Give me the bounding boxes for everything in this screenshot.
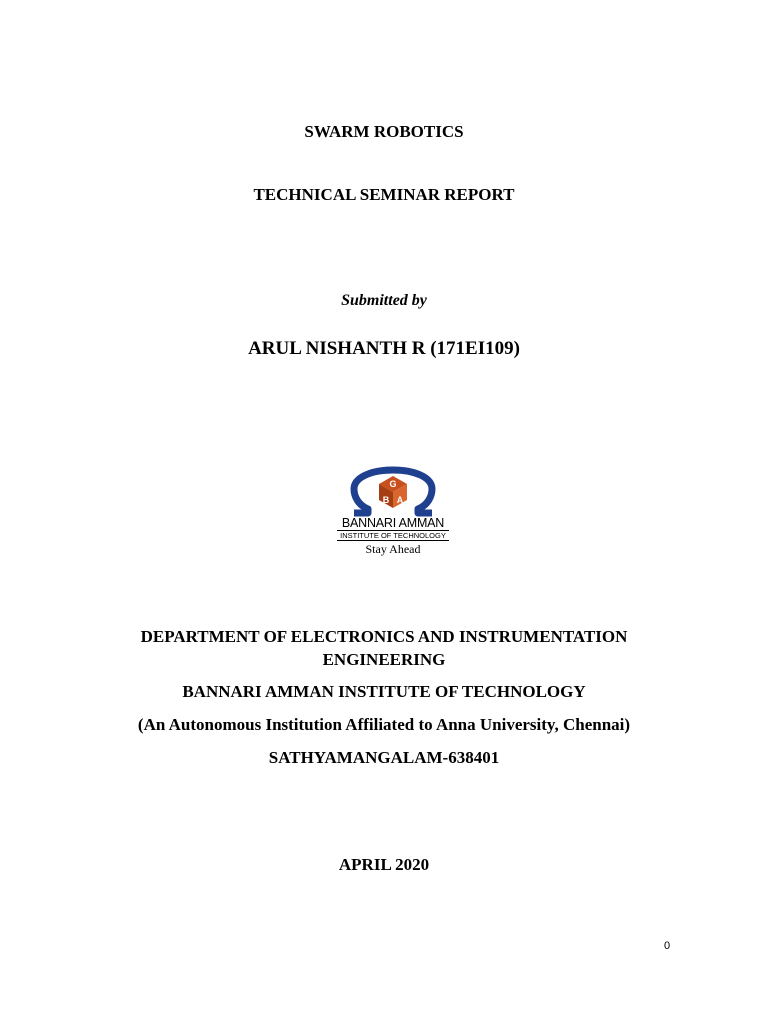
submitted-by-label: Submitted by xyxy=(341,292,427,309)
logo-name: BANNARI AMMAN xyxy=(341,516,445,530)
institution-location: SATHYAMANGALAM-638401 xyxy=(268,748,500,767)
institution-name: BANNARI AMMAN INSTITUTE OF TECHNOLOGY xyxy=(182,682,586,701)
logo-subname: INSTITUTE OF TECHNOLOGY xyxy=(337,530,449,541)
page-number: 0 xyxy=(664,940,671,952)
institution-affiliation: (An Autonomous Institution Affiliated to Anna University, Chennai) xyxy=(137,715,631,734)
logo-tagline: Stay Ahead xyxy=(365,542,421,556)
report-title: SWARM ROBOTICS xyxy=(304,122,464,141)
emblem-letter-g: G xyxy=(389,479,397,489)
report-date: APRIL 2020 xyxy=(338,855,430,874)
department-line-2: ENGINEERING xyxy=(322,650,446,669)
report-subtitle: TECHNICAL SEMINAR REPORT xyxy=(253,185,515,204)
author-name: ARUL NISHANTH R (171EI109) xyxy=(248,338,520,359)
institution-logo xyxy=(334,465,452,559)
omega-emblem-icon xyxy=(334,465,452,517)
emblem-letter-b: B xyxy=(382,495,390,505)
department-line-1: DEPARTMENT OF ELECTRONICS AND INSTRUMENTATION xyxy=(140,627,628,646)
emblem-letter-a: A xyxy=(396,495,404,505)
